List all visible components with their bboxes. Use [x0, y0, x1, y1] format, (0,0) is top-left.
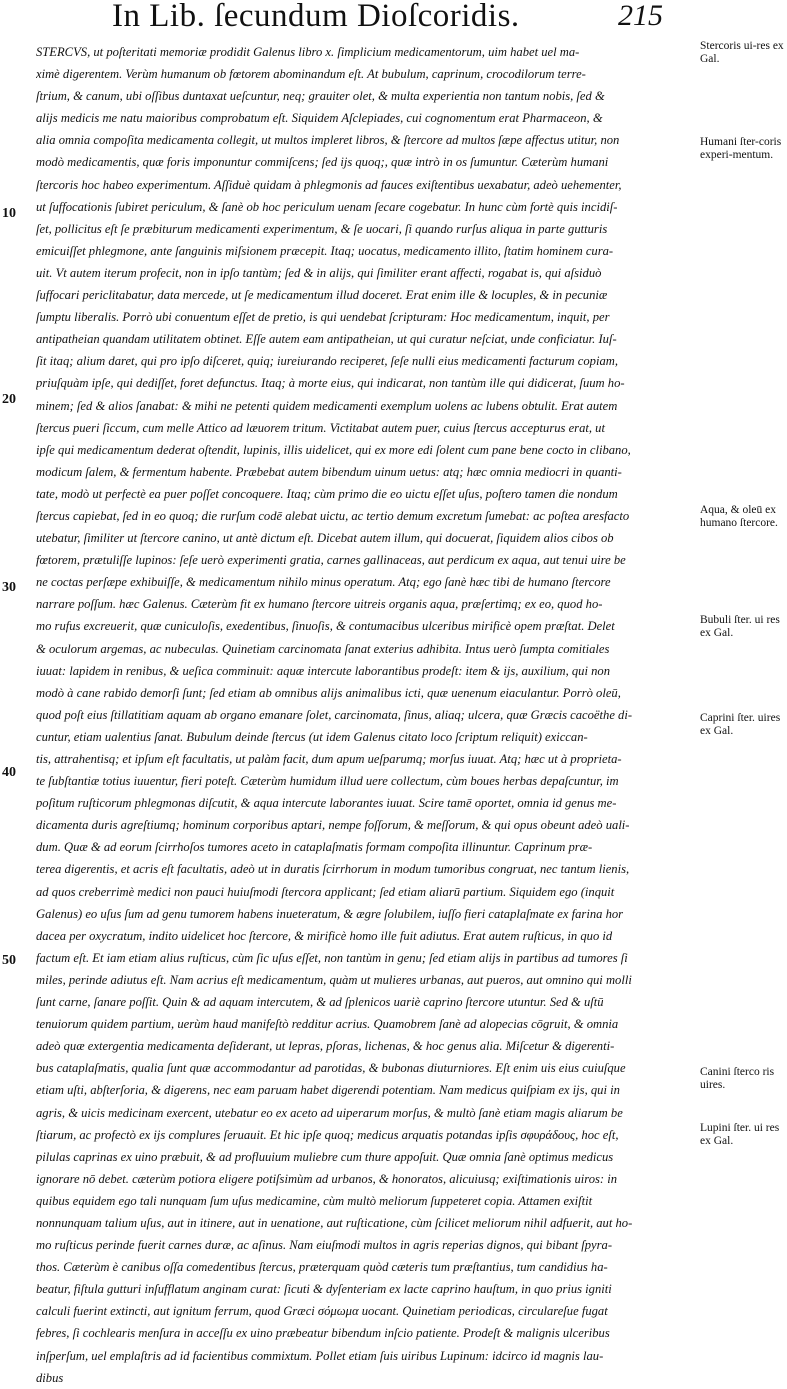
text-line: ximè digerentem. Verùm humanum ob fœtorem abominandum eſt. At bubulum, caprinum, crocodilorum terre- [36, 67, 586, 82]
line-number: 10 [2, 206, 16, 221]
text-line: Galenus) eo uſus ſum ad genu tumorem habens inueteratum, & ægre ſolubilem, iuſſo fieri cataplaſmate ex farina hor [36, 906, 624, 921]
text-line: miles, perinde adiutus eſt. Nam acrius eſt medicamentum, quàm ut mulieres urbanas, aut pueros, aut omnino qui molli [36, 972, 632, 987]
page-number: 215 [618, 0, 663, 32]
text-line: fœtorem, prætuliſſe lupinos: ſeſe uerò experimenti gratia, carnes gallinaceas, aut perdicum ex aqua, aut tenui uire be [36, 553, 626, 568]
text-line: modò à cane rabido demorſi ſunt; ſed etiam ab omnibus alijs animalibus icti, quæ uenenum eiaculantur. Porrò oleū, [36, 685, 621, 700]
text-line: mo ruſticus perinde fuerit carnes duræ, ac aſinus. Nam eiuſmodi multos in agris reperias dignos, qui bibant ſpyra- [36, 1238, 613, 1253]
line-number: 50 [2, 953, 16, 968]
text-line: modò medicamentis, quæ foris imponuntur commiſcens; ſed ijs quoq;, quæ intrò in os ſumuntur. Cæterùm humani [36, 155, 609, 170]
text-line: dacea per oxycratum, indito uidelicet hoc ſtercore, & mirificè homo ille fuit adiutus. Erat autem ruſticus, in quo id [36, 928, 613, 943]
line-number: 40 [2, 765, 16, 780]
text-line: quod poſt eius ſtillatitiam aquam ab organo emanare ſolet, carcinomata, ſinus, aliaq; ulcera, quæ Græcis cacoëthe di- [36, 707, 633, 722]
text-line: uit. Vt autem iterum profecit, non in ipſo tantùm; ſed & in alijs, qui ſimiliter erant affecti, rogabat is, qui aſsiduò [36, 265, 602, 280]
text-line: antipatheian quandam utilitatem obtinet. Eſſe autem eam antipatheian, ut qui curatur neſciat, unde conficiatur. Iuſ- [36, 332, 617, 347]
text-line: ſet, pollicitus eſt ſe præbiturum medicamenti experimentum, & ſe uocari, ſi quando rurſus aliqua in parte gutturis [36, 221, 608, 236]
margin-notes [700, 0, 787, 1174]
text-line: beatur, fiſtula gutturi inſufflatum anginam curat: ſicuti & dyſenteriam ex lacte caprino hauſtum, in quo prius igniti [36, 1282, 612, 1297]
text-line: pilulas caprinas ex uino præbuit, & ad profluuium muliebre cum thure appoſuit. Quæ omnia ſanè optimus medicus [36, 1149, 614, 1164]
text-line: bus cataplaſmatis, qualia ſunt quæ accommodantur ad parotidas, & bubonas diuturniores. Eſt enim uis eius cuiuſque [36, 1061, 626, 1076]
text-line: ſtercus capiebat, ſed in eo quoq; die rurſum codē alebat uictu, ac tertio demum excretum ſumebat: ac poſtea aresfacto [36, 508, 630, 523]
text-line: dicamenta duris agreſtiumq; hominum corporibus aptari, nempe foſſorum, & meſſorum, & qui opus obeunt adeò uali- [36, 818, 630, 833]
text-line: & oculorum argemas, ac nubeculas. Quinetiam carcinomata ſanat exterius adhibita. Intus uerò ſumpta comitiales [36, 641, 610, 656]
text-line: inſperſum, uel emplaſtris ad id facientibus commixtum. Pollet etiam ſuis uiribus Lupinum: idcirco id magnis lau- [36, 1348, 604, 1363]
text-line: tis, attrahentisq; et ipſum eſt facultatis, ut palàm facit, dum apum ueſparumq; morſus iuuat. Atq; hæc ut à proprieta- [36, 752, 622, 766]
text-line: ignorare nō debet. cæterùm potiora eligere potiſsimùm ad urbanos, & honoratos, alicuiusq; exiſtimationis uiros: in [36, 1171, 618, 1186]
text-line: utebatur, ſimiliter ut ſtercore canino, ut antè dictum eſt. Dicebat autem illum, qui docuerat, ſiquidem alios cibos ob [36, 531, 614, 546]
text-line: alia omnia compoſita medicamenta collegit, ut multos impleret libros, & ſtercore ad multos ſæpe affectus utitur, non [36, 133, 620, 148]
page-header [0, 0, 787, 34]
text-line: priuſquàm ipſe, qui dediſſet, foret defunctus. Itaq; à morte eius, qui indicarat, non tantùm ille qui didicerat, ſuum ho- [36, 376, 625, 391]
main-text-column [36, 41, 696, 1389]
text-line: ſtrium, & canum, ubi oſſibus duntaxat ueſcuntur, neq; grauiter olet, & multa experientia non tantum nobis, ſed & [36, 89, 605, 104]
margin-note: Caprini ſter. uires ex Gal. [700, 712, 781, 737]
text-line: ſit itaq; alium daret, qui pro ipſo diſceret, quiq; iureiurando reciperet, ſeſe nulli eius medicamenti facturum copiam, [36, 354, 619, 369]
line-number: 20 [2, 392, 16, 407]
text-line: te ſubſtantiæ totius iuuentur, fieri poteſt. Cæterùm humidum illud uere collectum, cùm boues herbas depaſcuntur, im [36, 774, 619, 789]
text-line: terea digerentis, et acris eſt facultatis, adeò ut in duratis ſcirrhorum in modum tumoribus congruat, nec tantum lienis, [36, 862, 630, 877]
line-number-gutter [0, 0, 30, 1174]
text-line: ſtercus pueri ſiccum, cum melle Attico ad læuorem tritum. Victitabat autem puer, cuius ſtercus accepturus erat, ut [36, 420, 605, 435]
text-line: emicuiſſet phlegmone, ante ſanguinis miſsionem præcepit. Itaq; uocatus, medicamento illito, ſtatim hominem cura- [36, 243, 614, 258]
text-line: ſtiarum, ac profectò ex ijs complures ſeruauit. Et hic ipſe quoq; medicus arquatis potandas ipſis σφυράδους, hoc eſt, [36, 1127, 619, 1142]
text-line: nonnunquam talium uſus, aut in itinere, aut in uenatione, aut ruſticatione, cùm ſcilicet meliorum nihil adfuerit, aut ho- [36, 1215, 633, 1230]
text-line: iuuat: lapidem in renibus, & ueſica comminuit: aquæ intercute laborantibus prodeſt: item & ijs, auxilium, qui non [36, 663, 611, 678]
text-line: ſunt carne, ſanare poſſit. Quin & ad aquam intercutem, & ad ſplenicos uariè caprino ſtercore utuntur. Sed & uſtū [36, 995, 604, 1010]
text-line: minem; ſed & alios ſanabat: & mihi ne petenti quidem medicamenti exemplum uolens ac lubens obtulit. Erat autem [36, 398, 618, 413]
margin-note: Lupini ſter. ui res ex Gal. [700, 1122, 780, 1147]
text-line: ipſe qui medicamentum dederat oſtendit, lupinis, illis uidelicet, qui ex more edi ſolent cum pane bene cocto in clibano, [36, 442, 631, 457]
text-line: calculi fuerint extincti, aut ignitum ferrum, quod Græci σόμωμα uocant. Quinetiam periodicas, circulareſue fugat [36, 1304, 608, 1319]
margin-note: Canini ſterco ris uires. [700, 1066, 775, 1091]
text-line: factum eſt. Et iam etiam alius ruſticus, cùm ſic uſus eſſet, non tantùm in genu; ſed etiam alijs in partibus ad tumores ſi [36, 950, 628, 965]
text-line: febres, ſi cochlearis menſura in acceſſu ex uino præbeatur bibendum inſcio patiente. Prodeſt & malignis ulceribus [36, 1326, 610, 1341]
margin-note: Aqua, & oleū ex humano ſtercore. [700, 504, 778, 529]
line-number: 30 [2, 580, 16, 595]
margin-note: Bubuli ſter. ui res ex Gal. [700, 614, 780, 639]
text-line: alijs medicis me natu maioribus comprobatum eſt. Siquidem Aſclepiades, cui cognomentum erat Pharmaceon, & [36, 111, 603, 126]
text-line: quibus equidem ego tali nunquam ſum uſus medicamine, cùm multò meliorum ſuppeteret copia. Attamen exiſtit [36, 1193, 593, 1208]
text-line: ne coctas perſæpe exhibuiſſe, & medicamentum nihilo minus operatum. Atq; ego ſanè hæc tibi de humano ſtercore [36, 575, 611, 590]
margin-note: Stercoris ui-res ex Gal. [700, 40, 784, 65]
text-line: ut ſuffocationis ſubiret periculum, & ſanè ob hoc periculum uenam ſecare cogebatur. In hunc cùm fortè quis incidiſ- [36, 199, 618, 214]
running-head: In Lib. ſecundum Dioſcoridis. [112, 0, 520, 34]
text-line: tate, modò ut perfectè ea puer poſſet concoquere. Itaq; cùm primo die eo uictu eſſet uſus, poſtero tamen die nondum [36, 486, 618, 501]
text-line: STERCVS, ut poſteritati memoriæ prodidit Galenus libro x. ſimplicium medicamentorum, uim habet uel ma- [36, 45, 580, 59]
text-line: agris, & uicis medicinam exercent, utebatur eo ex aceto ad uiperarum morſus, & multò ſanè etiam magis aliarum be [36, 1105, 623, 1120]
margin-note: Humani ſter-coris experi-mentum. [700, 136, 782, 161]
text-line: dibus [36, 1370, 64, 1385]
text-line: ſuffocari periclitabatur, data mercede, ut ſe medicamentum illud doceret. Erat enim ille & locuples, & in pecuniæ [36, 288, 608, 303]
text-line: tenuiorum quidem partium, uerùm haud manifeſtò redditur acrius. Quamobrem ſanè ad alopecias cōgruit, & omnia [36, 1017, 619, 1032]
text-line: cuntur, etiam ualentius ſanat. Bubulum deinde ſtercus (ut idem Galenus citato loco ſcriptum reliquit) exiccan- [36, 729, 588, 744]
text-line: narrare poſſum. hæc Galenus. Cæterùm fit ex humano ſtercore uitreis organis aqua, præſertimq; ex eo, quod ho- [36, 597, 603, 612]
text-line: dum. Quæ & ad eorum ſcirrhoſos tumores aceto in cataplaſmatis formam compoſita illinuntur. Caprinum præ- [36, 840, 593, 855]
text-line: ad quos creberrimè medici non pauci huiuſmodi ſtercora applicant; ſed etiam aliarū partium. Siquidem ego (inquit [36, 884, 615, 899]
text-line: ſumptu liberalis. Porrò ubi conuentum eſſet de pretio, is qui uendebat ſcripturam: Hoc medicamentum, inquit, per [36, 310, 610, 325]
text-line: mo rufus excreuerit, quæ cuniculoſis, exedentibus, ſinuoſis, & contumacibus ulceribus mirificè opem præſtat. Delet [36, 619, 615, 634]
text-line: poſitum ruſticorum phlegmonas diſcutit, & aqua intercute laborantes iuuat. Scire tamē oportet, omnia id genus me- [36, 796, 617, 811]
text-line: thos. Cæterùm è canibus oſſa comedentibus ſtercus, præterquam quòd cæteris tum præſtantius, tum candidius ha- [36, 1260, 608, 1275]
text-line: modicum ſalem, & fermentum habente. Præbebat autem bibendum uinum uetus: atq; hæc omnia mediocri in quanti- [36, 464, 622, 479]
text-line: ſtercoris hoc habeo experimentum. Aſſiduè quidam à phlegmonis ad fauces exiſtentibus uexabatur, adeò uehementer, [36, 177, 622, 192]
text-line: adeò quæ extergentia medicamenta deſiderant, ut lepras, pſoras, lichenas, & hoc genus alia. Miſcetur & digerenti- [36, 1039, 615, 1054]
text-line: etiam uſti, abſterſoria, & digerens, nec eam paruam habet digerendi potentiam. Nam medicus quiſpiam ex ijs, qui in [36, 1083, 620, 1098]
